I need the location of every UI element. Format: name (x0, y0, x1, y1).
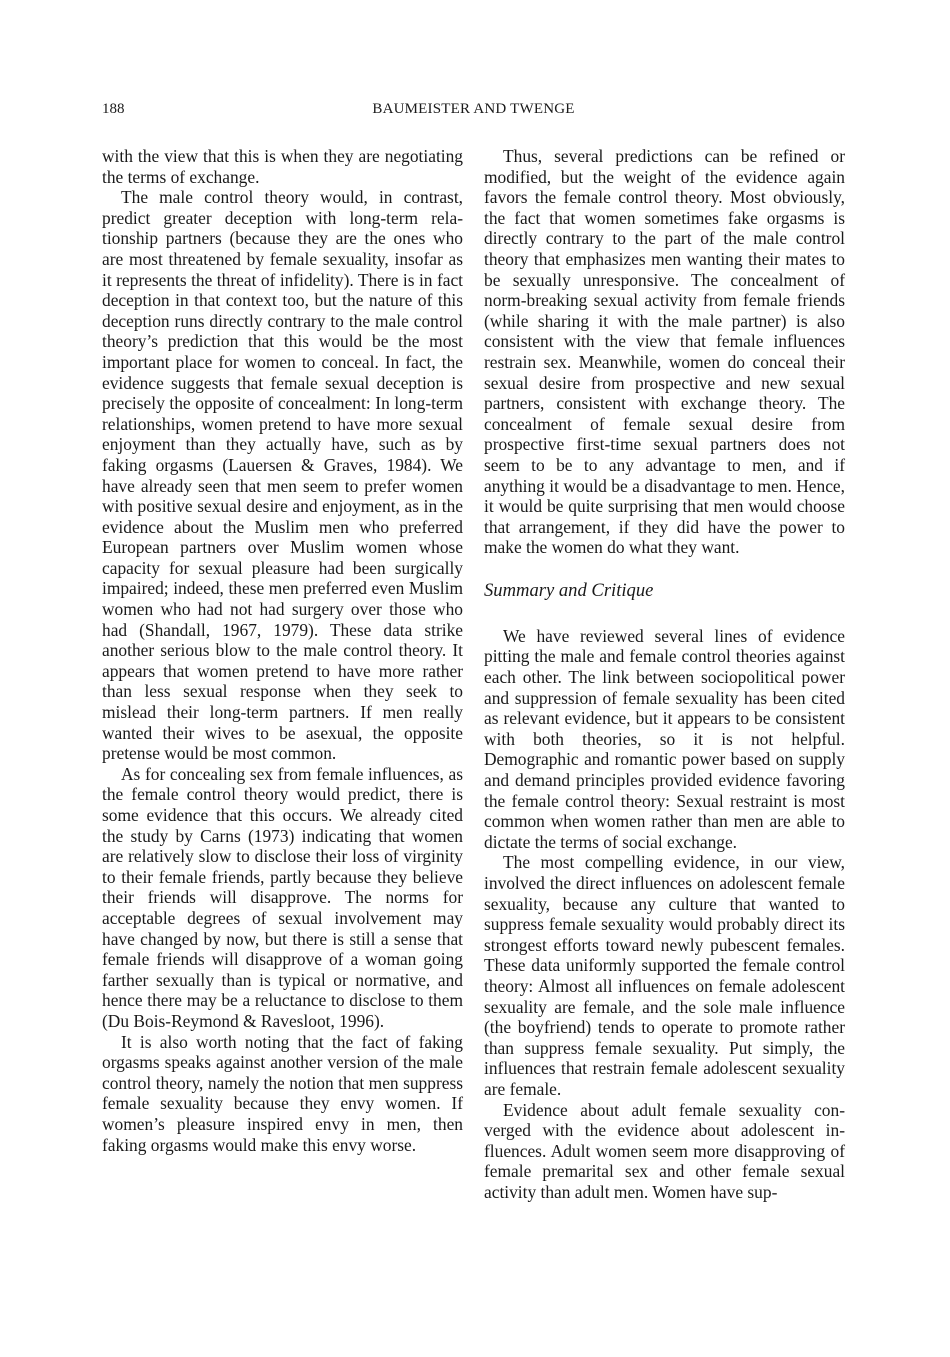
page-header (102, 99, 845, 119)
right-column (484, 146, 845, 1203)
running-head: BAUMEISTER AND TWENGE (372, 101, 575, 117)
paragraph: The male control theory would, in contrast, predict greater deception with long-term relationship partners (because they are the ones who are most threatened by female sexuality, insofar as it represents the threat of infidelity). There is in fact deception in that context too, but the nature of this deception runs directly contrary to the male control theory’s prediction that this would be the most important place for women to conceal. In fact, the evidence suggests that female sexual deception is precisely the opposite of concealment: In long-term relationships, women pretend to have more sexual enjoyment than they actually have, such as by faking orgasms (Lauersen & Graves, 1984). We have already seen that men seem to prefer women with positive sexual desire and enjoyment, as in the evidence about the Muslim men who preferred European partners over Muslim women whose capacity for sexual pleasure had been surgically impaired; indeed, these men preferred even Muslim women who had not had surgery over those who had (Shandall, 1967, 1979). These data strike another serious blow to the male control theory. It appears that women pretend to have more rather than less sexual response when they seek to mislead their long-term partners. If men really wanted their wives to be asexual, the opposite pretense would be most common. (102, 187, 463, 764)
paragraph: The most compelling evidence, in our view, involved the direct influences on adolescent female sexuality, because any culture that wanted to suppress female sexuality would probably direct its strongest efforts toward newly pubescent females. These data uniformly supported the female control theory: Almost all influences on female adolescent sexuality are female, and the sole male influence (the boyfriend) tends to operate to promote rather than suppress female sexuality. Put simply, the influences that restrain female adolescent sexuality are female. (484, 852, 845, 1099)
section-heading: Summary and Critique (484, 579, 654, 601)
paragraph: with the view that this is when they are negotiating the terms of exchange. (102, 146, 463, 187)
paragraph: It is also worth noting that the fact of faking orgasms speaks against another version of the male control theory, namely the notion that men suppress female sexuality because they envy women. If women’s pleasure inspired envy in men, then faking orgasms would make this envy worse. (102, 1031, 463, 1155)
paragraph: Thus, several predictions can be refined or modified, but the weight of the evidence again favors the female control theory. Most obviously, the fact that women sometimes fake orgasms is directly contrary to the part of the male control theory that emphasizes men wanting their mates to be sexually unresponsive. The concealment of norm-breaking sexual activity from female friends (while sharing it with the male partner) is also consistent with the view that female influences restrain sex. Meanwhile, women do conceal their sexual desire from prospective and new sexual partners, consistent with exchange theory. The concealment of female sexual desire from prospective first-time sexual partners does not seem to be to any advantage to men, and if anything it would be a disadvantage to men. Hence, it would be quite surprising that men would choose that arrangement, if they did have the power to make the women do what they want. (484, 146, 845, 558)
left-column (102, 146, 463, 1155)
paragraph: As for concealing sex from female influences, as the female control theory would predict, there is some evidence that this occurs. We already cited the study by Carns (1973) indicating that women are relatively slow to disclose their loss of virginity to their female friends, partly because they believe their friends will disapprove. The norms for acceptable degrees of sexual involvement may have changed by now, but there is still a sense that female friends will disapprove of a woman going farther sexually than is typical or normative, and hence there may be a reluctance to disclose to them (Du Bois-Reymond & Ravesloot, 1996). (102, 763, 463, 1031)
paragraph: Evidence about adult female sexuality converged with the evidence about adolescent influences. Adult women seem more disapproving of female premarital sex and other female sexual activity than adult men. Women have sup- (484, 1099, 845, 1202)
page-number: 188 (102, 101, 125, 117)
paragraph: We have reviewed several lines of evidence pitting the male and female control theories against each other. The link between sociopolitical power and suppression of female sexuality has been cited as relevant evidence, but it appears to be consistent with both theories, so it is not helpful. Demographic and romantic power based on supply and demand principles provided evidence favoring the female control theory: Sexual restraint is most common when women rather than men are able to dictate the terms of social exchange. (484, 625, 845, 852)
